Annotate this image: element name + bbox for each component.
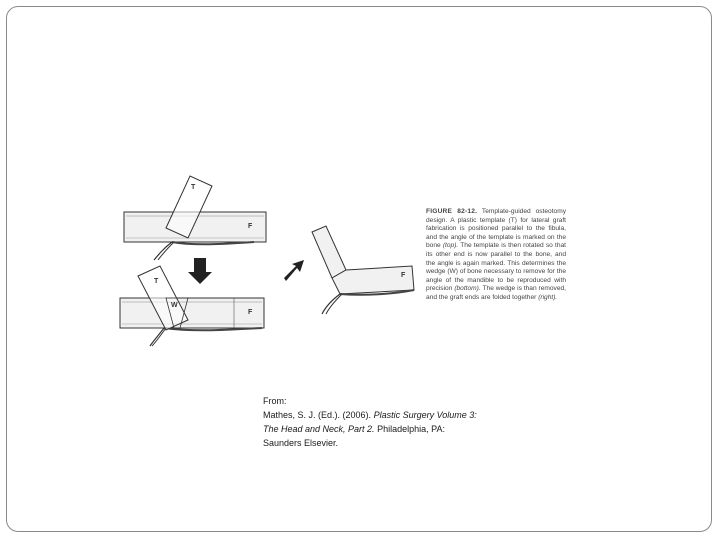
diagonal-arrow-icon <box>284 260 304 281</box>
citation-from: From: <box>263 396 287 406</box>
citation-subtitle: The Head and Neck, Part 2. <box>263 424 375 434</box>
caption-part-1: Template-guided osteotomy design. A plastic template (T) for lateral graft fabrication is positioned parallel to the fibula, and the angle of the template is marked on the bone <box>426 208 566 250</box>
figure-number: FIGURE 82-12. <box>426 208 478 215</box>
top-fibula-label: F <box>248 223 253 230</box>
figure-caption <box>426 208 566 303</box>
citation-author-year: Mathes, S. J. (Ed.). (2006). <box>263 410 372 420</box>
citation-publisher: Saunders Elsevier. <box>263 438 339 448</box>
bottom-bone-with-wedge <box>120 266 264 346</box>
bottom-template-label: T <box>154 278 159 285</box>
caption-ref-top: (top). <box>442 242 459 250</box>
citation-line-2 <box>263 422 553 436</box>
citation-book-title: Plastic Surgery Volume 3: <box>373 410 477 420</box>
citation-place: Philadelphia, PA: <box>377 424 445 434</box>
bottom-fibula-bone <box>120 298 264 328</box>
wedge-label: W <box>171 302 178 309</box>
right-fibula-label: F <box>401 272 406 279</box>
caption-part-2: The template is then rotated so that its other end is now parallel to the bone, and the angle is again marked. This determines the wedge (W) of bone necessary to remove for the angle of the mandible to be reproduced with precision <box>426 242 566 293</box>
osteotomy-illustration <box>114 168 424 358</box>
bottom-fibula-label: F <box>248 309 253 316</box>
folded-graft <box>312 226 414 314</box>
folded-graft-vertical <box>312 226 346 278</box>
down-arrow-icon <box>188 258 212 284</box>
citation-line-1 <box>263 408 553 422</box>
caption-ref-right: (right). <box>538 293 558 301</box>
caption-part-3: The wedge is than removed, and the graft ends are folded together <box>426 285 567 301</box>
top-template-label: T <box>191 184 196 191</box>
caption-ref-bottom: (bottom). <box>454 285 481 293</box>
citation <box>263 394 553 450</box>
